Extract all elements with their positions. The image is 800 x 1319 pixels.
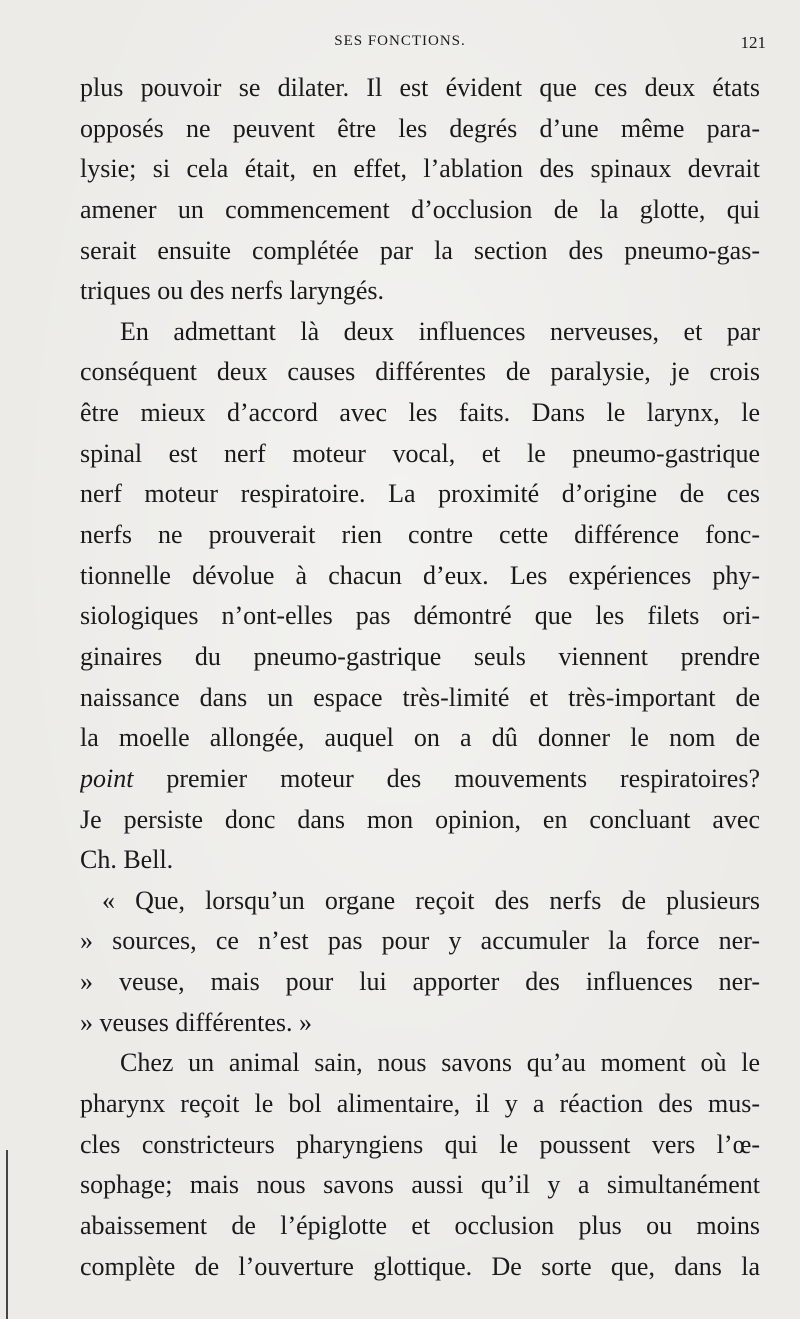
- text-line: amener un commencement d’occlusion de la glotte, qui: [80, 194, 760, 224]
- text-line: Je persiste donc dans mon opinion, en concluant avec: [80, 804, 760, 834]
- text-line: pharynx reçoit le bol alimentaire, il y a réaction des mus-: [80, 1089, 760, 1119]
- text-line: siologiques n’ont-elles pas démontré que les filets ori-: [80, 601, 760, 631]
- running-head: SES FONCTIONS.: [334, 33, 466, 49]
- text-line: point premier moteur des mouvements respiratoires?: [80, 763, 760, 793]
- text-line: être mieux d’accord avec les faits. Dans le larynx, le: [80, 398, 760, 428]
- page-number: 121: [740, 33, 766, 52]
- text-line: serait ensuite complétée par la section des pneumo-gas-: [80, 235, 760, 265]
- scan-edge-rule: [6, 1150, 8, 1319]
- text-line: spinal est nerf moteur vocal, et le pneumo-gastrique: [80, 438, 760, 468]
- text-line: abaissement de l’épiglotte et occlusion plus ou moins: [80, 1210, 760, 1240]
- text-line: triques ou des nerfs laryngés.: [80, 276, 384, 306]
- text-line: » veuses différentes. »: [80, 1007, 313, 1037]
- text-line: naissance dans un espace très-limité et très-important de: [80, 682, 760, 712]
- text-line: ginaires du pneumo-gastrique seuls viennent prendre: [80, 641, 760, 671]
- text-line: nerfs ne prouverait rien contre cette différence fonc-: [80, 520, 760, 550]
- text-line: conséquent deux causes différentes de paralysie, je crois: [80, 357, 760, 387]
- text-line: Ch. Bell.: [80, 845, 174, 875]
- page-header: [0, 33, 800, 59]
- text-line: nerf moteur respiratoire. La proximité d’origine de ces: [80, 479, 760, 509]
- italic-term: point: [80, 763, 134, 793]
- text-line: opposés ne peuvent être les degrés d’une même para-: [80, 113, 760, 143]
- text-line: Chez un animal sain, nous savons qu’au moment où le: [120, 1048, 760, 1078]
- text-line: sophage; mais nous savons aussi qu’il y a simultanément: [80, 1170, 760, 1200]
- text-line: la moelle allongée, auquel on a dû donner le nom de: [80, 723, 760, 753]
- text-line: lysie; si cela était, en effet, l’ablation des spinaux devrait: [80, 154, 760, 184]
- text-line: complète de l’ouverture glottique. De sorte que, dans la: [80, 1251, 760, 1281]
- text-line: En admettant là deux influences nerveuses, et par: [120, 316, 760, 346]
- text-line: » sources, ce n’est pas pour y accumuler la force ner-: [80, 926, 760, 956]
- text-line: tionnelle dévolue à chacun d’eux. Les expériences phy-: [80, 560, 760, 590]
- text-line: plus pouvoir se dilater. Il est évident que ces deux états: [80, 73, 760, 102]
- text-line: cles constricteurs pharyngiens qui le poussent vers l’œ-: [80, 1129, 760, 1159]
- text-line: » veuse, mais pour lui apporter des influences ner-: [80, 967, 760, 997]
- text-line: « Que, lorsqu’un organe reçoit des nerfs de plusieurs: [102, 885, 760, 915]
- body-text: [80, 68, 760, 1287]
